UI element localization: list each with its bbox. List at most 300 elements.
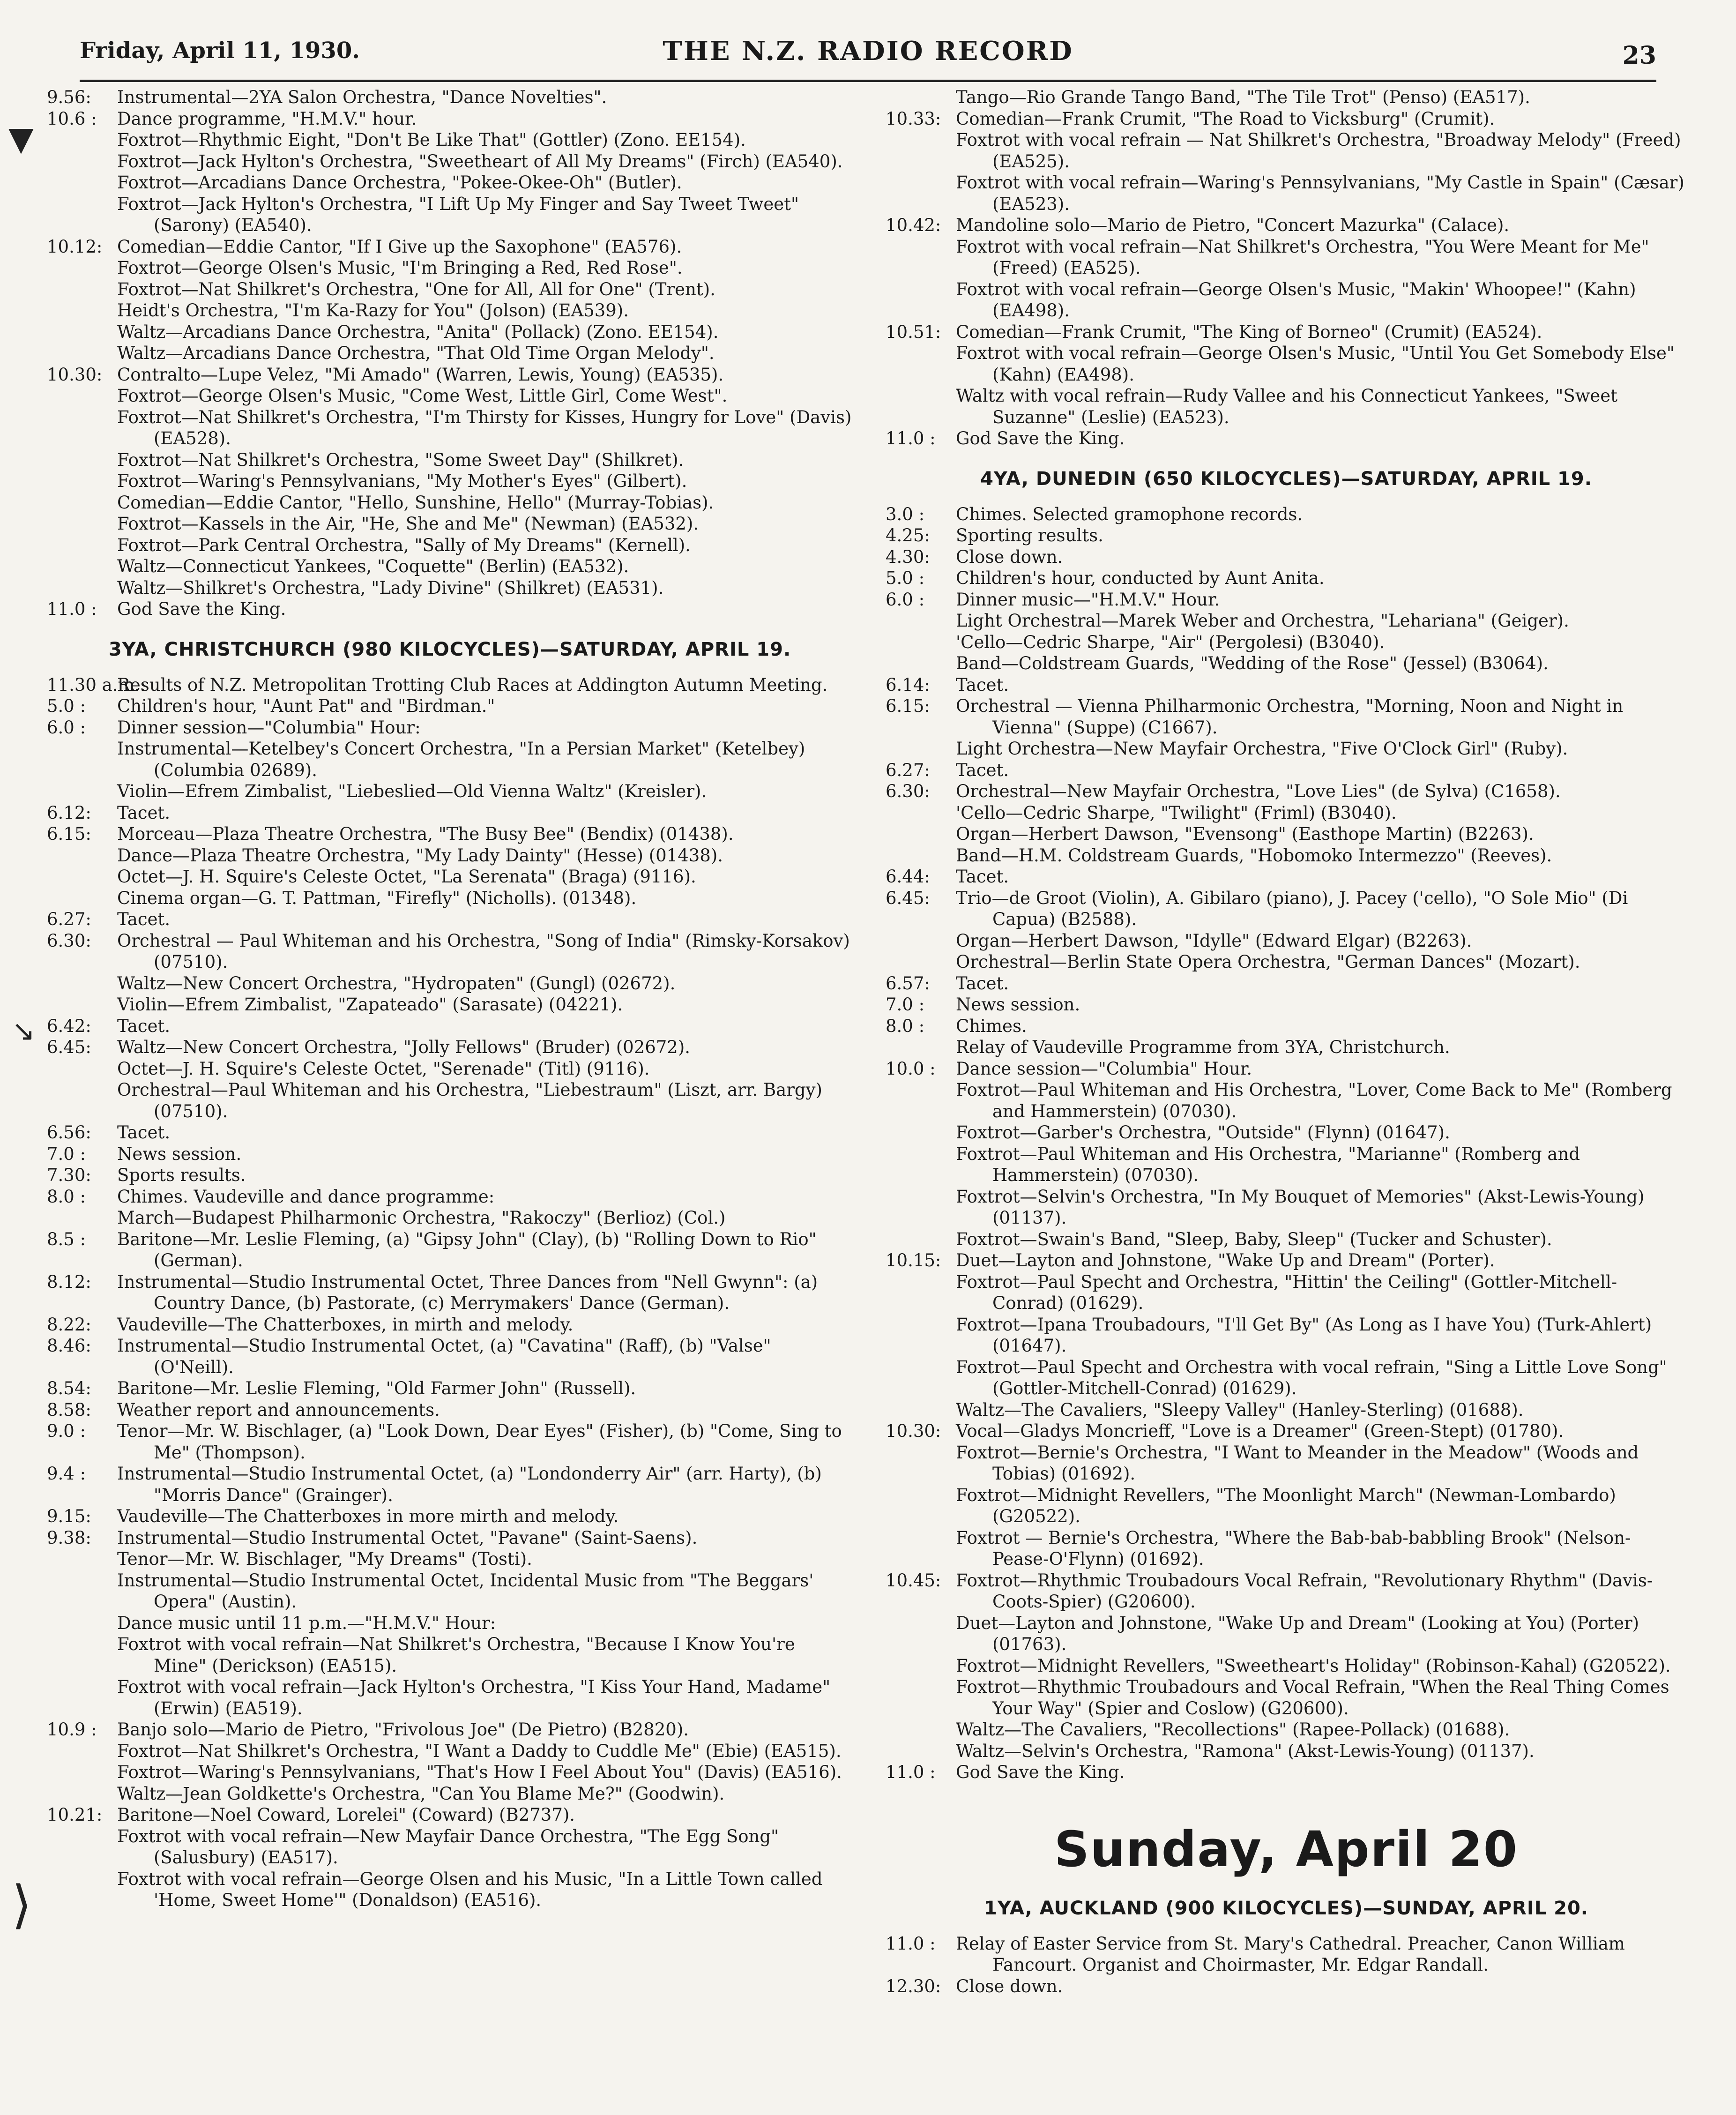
programme-entry [47, 1527, 853, 1719]
entry-items [117, 1314, 853, 1336]
entry-time: 11.0 : [886, 1762, 936, 1782]
entry-items [117, 598, 853, 620]
programme-item: Chimes. [956, 1016, 1027, 1036]
programme-item: Dance—Plaza Theatre Orchestra, "My Lady Dainty" (Hesse) (01438). [117, 845, 723, 866]
entry-time: 8.0 : [47, 1186, 86, 1207]
entry-items [956, 1570, 1687, 1762]
entry-items [956, 866, 1687, 888]
programme-item: God Save the King. [956, 428, 1125, 448]
programme-item: Orchestral—New Mayfair Orchestra, "Love Lies" (de Sylva) (C1658). [956, 781, 1561, 801]
programme-entry [47, 1165, 853, 1186]
programme-item: Foxtrot—Paul Whiteman and His Orchestra, "Lover, Come Back to Me" (Romberg and Hammerstein) (07030). [956, 1080, 1672, 1121]
entry-time: 6.0 : [886, 589, 925, 610]
programme-item: Tenor—Mr. W. Bischlager, "My Dreams" (Tosti). [117, 1549, 532, 1569]
programme-entry [47, 236, 853, 364]
entry-time: 11.0 : [47, 599, 97, 619]
programme-item: Foxtrot—Jack Hylton's Orchestra, "I Lift Up My Finger and Say Tweet Tweet" (Sarony) (EA540). [117, 194, 799, 235]
programme-item: Chimes. Vaudeville and dance programme: [117, 1186, 495, 1207]
entry-time: 10.45: [886, 1570, 941, 1591]
programme-entry [886, 108, 1687, 215]
programme-item: Waltz—Selvin's Orchestra, "Ramona" (Akst-Lewis-Young) (01137). [956, 1741, 1535, 1761]
programme-item: Waltz—New Concert Orchestra, "Jolly Fellows" (Bruder) (02672). [117, 1037, 691, 1057]
station-heading: 3YA, CHRISTCHURCH (980 KILOCYCLES)—SATURDAY, APRIL 19. [108, 638, 791, 660]
entry-time: 6.45: [47, 1037, 91, 1057]
entry-time: 10.21: [47, 1805, 103, 1825]
programme-item: Tacet. [956, 674, 1009, 695]
entry-items [956, 674, 1687, 696]
entry-time: 9.4 : [47, 1464, 86, 1484]
entry-items [117, 1143, 853, 1165]
programme-entry [886, 674, 1687, 696]
programme-entry [47, 1804, 853, 1911]
entry-time: 12.30: [886, 1976, 941, 1996]
entry-items [956, 1058, 1687, 1250]
programme-item: Foxtrot—Nat Shilkret's Orchestra, "I Want a Daddy to Cuddle Me" (Ebie) (EA515). [117, 1741, 842, 1761]
entry-time: 6.0 : [47, 717, 86, 738]
entry-time: 10.6 : [47, 108, 97, 129]
entry-items [956, 321, 1687, 428]
entry-items [117, 1463, 853, 1506]
entry-time: 4.25: [886, 525, 930, 546]
programme-entry [47, 108, 853, 236]
programme-entry [47, 1016, 853, 1037]
entry-items [956, 760, 1687, 781]
entry-items [956, 568, 1687, 589]
entry-items [117, 823, 853, 909]
programme-item: Duet—Layton and Johnstone, "Wake Up and Dream" (Looking at You) (Porter) (01763). [956, 1613, 1639, 1654]
programme-item: Foxtrot with vocal refrain—Nat Shilkret's Orchestra, "Because I Know You're Mine" (Derickson) (EA515). [117, 1634, 795, 1676]
entry-items [117, 1165, 853, 1186]
entry-items [117, 1186, 853, 1229]
entry-items [956, 1420, 1687, 1570]
programme-item: Sports results. [117, 1165, 246, 1185]
programme-item: Foxtrot—Selvin's Orchestra, "In My Bouquet of Memories" (Akst-Lewis-Young) (01137). [956, 1186, 1645, 1228]
entry-time: 3.0 : [886, 504, 925, 524]
entry-items [956, 1762, 1687, 1783]
entry-time: 6.42: [47, 1016, 91, 1036]
entry-items [117, 1016, 853, 1037]
entry-items [956, 1933, 1687, 1976]
entry-time: 6.12: [47, 802, 91, 823]
entry-items [117, 674, 853, 696]
entry-time: 6.15: [886, 696, 930, 716]
programme-entry [886, 760, 1687, 781]
programme-item: Foxtrot—Rhythmic Eight, "Don't Be Like That" (Gottler) (Zono. EE154). [117, 130, 746, 150]
programme-entry [886, 695, 1687, 760]
programme-item: Foxtrot—Rhythmic Troubadours Vocal Refrain, "Revolutionary Rhythm" (Davis-Coots-Spier) (G20600). [956, 1570, 1653, 1612]
programme-item: Orchestral — Paul Whiteman and his Orchestra, "Song of India" (Rimsky-Korsakov) (07510). [117, 930, 850, 972]
entry-items [956, 994, 1687, 1016]
programme-item: Octet—J. H. Squire's Celeste Octet, "Serenade" (Titl) (9116). [117, 1058, 650, 1079]
entry-items [117, 695, 853, 717]
entry-items [117, 1506, 853, 1527]
programme-item: Tacet. [956, 973, 1009, 994]
entry-time: 6.27: [47, 909, 91, 929]
entry-time: 8.5 : [47, 1229, 86, 1249]
programme-item: Instrumental—Ketelbey's Concert Orchestra, "In a Persian Market" (Ketelbey) (Columbia 02689). [117, 739, 805, 780]
programme-item: Orchestral—Berlin State Opera Orchestra, "German Dances" (Mozart). [956, 952, 1580, 972]
programme-item: Foxtrot—Waring's Pennsylvanians, "My Mother's Eyes" (Gilbert). [117, 471, 687, 491]
programme-item: Baritone—Mr. Leslie Fleming, (a) "Gipsy John" (Clay), (b) "Rolling Down to Rio" (German). [117, 1229, 817, 1270]
programme-entry [886, 866, 1687, 888]
programme-item: Baritone—Mr. Leslie Fleming, "Old Farmer John" (Russell). [117, 1378, 636, 1398]
programme-item: Waltz—Shilkret's Orchestra, "Lady Divine" (Shilkret) (EA531). [117, 577, 664, 598]
programme-entry [886, 1570, 1687, 1762]
programme-entry [886, 1250, 1687, 1420]
programme-item: Instrumental—Studio Instrumental Octet, (a) "Londonderry Air" (arr. Harty), (b) "Morris Dance" (Grainger). [117, 1464, 822, 1505]
programme-item: Dinner music—"H.M.V." Hour. [956, 589, 1220, 610]
programme-entry [886, 994, 1687, 1016]
programme-item: Foxtrot—Paul Specht and Orchestra, "Hittin' the Ceiling" (Gottler-Mitchell-Conrad) (01629). [956, 1271, 1617, 1313]
programme-entry [886, 215, 1687, 321]
programme-entry [886, 525, 1687, 546]
programme-entry [886, 428, 1687, 449]
entry-time: 11.30 a.m.: [47, 674, 146, 695]
programme-item: Contralto—Lupe Velez, "Mi Amado" (Warren, Lewis, Young) (EA535). [117, 364, 724, 385]
programme-item: Orchestral — Vienna Philharmonic Orchestra, "Morning, Noon and Night in Vienna" (Suppe) (C1667). [956, 696, 1624, 738]
entry-items [956, 1976, 1687, 1997]
issue-date: Friday, April 11, 1930. [80, 37, 360, 64]
programme-entry [47, 598, 853, 620]
entry-time [886, 87, 956, 108]
programme-item: Duet—Layton and Johnstone, "Wake Up and Dream" (Porter). [956, 1250, 1495, 1270]
programme-entry [886, 321, 1687, 428]
entry-items [956, 87, 1687, 108]
programme-item: Light Orchestra—New Mayfair Orchestra, "Five O'Clock Girl" (Ruby). [956, 739, 1568, 759]
entry-items [956, 215, 1687, 321]
entry-time: 4.30: [886, 546, 930, 567]
programme-entry [47, 1143, 853, 1165]
entry-time: 9.15: [47, 1506, 91, 1526]
entry-items [117, 802, 853, 824]
programme-item: Foxtrot—Nat Shilkret's Orchestra, "I'm Thirsty for Kisses, Hungry for Love" (Davis) (EA528). [117, 407, 852, 448]
station-heading: 1YA, AUCKLAND (900 KILOCYCLES)—SUNDAY, APRIL 20. [984, 1897, 1588, 1919]
programme-entry [886, 1762, 1687, 1783]
programme-item: Foxtrot—Arcadians Dance Orchestra, "Pokee-Okee-Oh" (Butler). [117, 172, 682, 193]
programme-item: Orchestral—Paul Whiteman and his Orchestra, "Liebestraum" (Liszt, arr. Bargy) (07510). [117, 1080, 822, 1121]
ink-mark-bracket: ⟩ [12, 1875, 32, 1935]
programme-item: Vaudeville—The Chatterboxes, in mirth and melody. [117, 1314, 574, 1335]
station-heading: 4YA, DUNEDIN (650 KILOCYCLES)—SATURDAY, APRIL 19. [980, 468, 1592, 490]
entry-items [117, 930, 853, 1016]
programme-item: Close down. [956, 546, 1063, 567]
programme-item: Foxtrot—Nat Shilkret's Orchestra, "Some Sweet Day" (Shilkret). [117, 449, 684, 470]
day-heading: Sunday, April 20 [1054, 1820, 1519, 1878]
programme-item: Octet—J. H. Squire's Celeste Octet, "La Serenata" (Braga) (9116). [117, 867, 696, 887]
entry-items [117, 909, 853, 930]
entry-items [117, 1399, 853, 1421]
programme-item: Foxtrot—George Olsen's Music, "I'm Bringing a Red, Red Rose". [117, 258, 683, 278]
programme-item: Tacet. [956, 760, 1009, 780]
programme-item: Vaudeville—The Chatterboxes in more mirth and melody. [117, 1506, 619, 1526]
entry-time: 9.56: [47, 87, 91, 107]
programme-item: Foxtrot—Midnight Revellers, "Sweetheart's Holiday" (Robinson-Kahal) (G20522). [956, 1655, 1671, 1676]
programme-entry [47, 1037, 853, 1122]
entry-items [956, 546, 1687, 568]
programme-item: Instrumental—Studio Instrumental Octet, Incidental Music from "The Beggars' Opera" (Austin). [117, 1570, 814, 1612]
programme-item: Waltz—The Cavaliers, "Sleepy Valley" (Hanley-Sterling) (01688). [956, 1399, 1524, 1420]
entry-time: 8.58: [47, 1399, 91, 1420]
programme-item: Foxtrot—Nat Shilkret's Orchestra, "One for All, All for One" (Trent). [117, 279, 715, 299]
programme-item: Foxtrot—Rhythmic Troubadours and Vocal Refrain, "When the Real Thing Comes Your Way" (Spier and Coslow) (G20600). [956, 1677, 1669, 1719]
entry-items [956, 504, 1687, 525]
programme-entry [47, 909, 853, 930]
entry-items [117, 1271, 853, 1314]
programme-item: Foxtrot with vocal refrain—Nat Shilkret's Orchestra, "You Were Meant for Me" (Freed) (EA525). [956, 236, 1649, 278]
programme-item: Tacet. [956, 867, 1009, 887]
programme-item: Foxtrot with vocal refrain—New Mayfair Dance Orchestra, "The Egg Song" (Salusbury) (EA517). [117, 1826, 779, 1868]
programme-item: Waltz—Connecticut Yankees, "Coquette" (Berlin) (EA532). [117, 556, 629, 576]
programme-item: Organ—Herbert Dawson, "Evensong" (Easthope Martin) (B2263). [956, 824, 1534, 844]
programme-item: Foxtrot with vocal refrain — Nat Shilkret's Orchestra, "Broadway Melody" (Freed) (EA525). [956, 130, 1681, 172]
programme-item: Foxtrot—Jack Hylton's Orchestra, "Sweetheart of All My Dreams" (Firch) (EA540). [117, 151, 843, 172]
programme-item: Foxtrot with vocal refrain—Jack Hylton's Orchestra, "I Kiss Your Hand, Madame" (Erwin) (EA519). [117, 1677, 831, 1719]
programme-entry [886, 589, 1687, 674]
entry-time: 7.30: [47, 1165, 91, 1185]
programme-item: Foxtrot with vocal refrain—George Olsen's Music, "Makin' Whoopee!" (Kahn) (EA498). [956, 279, 1636, 321]
entry-items [117, 1719, 853, 1804]
programme-item: Foxtrot—Swain's Band, "Sleep, Baby, Sleep" (Tucker and Schuster). [956, 1229, 1552, 1249]
programme-item: News session. [956, 994, 1080, 1015]
programme-item: Banjo solo—Mario de Pietro, "Frivolous Joe" (De Pietro) (B2820). [117, 1719, 689, 1740]
entry-time: 10.0 : [886, 1058, 936, 1079]
programme-item: Waltz—The Cavaliers, "Recollections" (Rapee-Pollack) (01688). [956, 1719, 1510, 1740]
entry-time: 10.42: [886, 215, 941, 235]
programme-item: Foxtrot—Paul Whiteman and His Orchestra, "Marianne" (Romberg and Hammerstein) (07030). [956, 1143, 1580, 1185]
programme-item: Violin—Efrem Zimbalist, "Zapateado" (Sarasate) (04221). [117, 994, 623, 1015]
entry-items [117, 1420, 853, 1463]
programme-entry [47, 1463, 853, 1506]
programme-entry [886, 546, 1687, 568]
programme-item: Sporting results. [956, 525, 1103, 546]
programme-item: Foxtrot—George Olsen's Music, "Come West, Little Girl, Come West". [117, 386, 728, 406]
programme-item: Dance programme, "H.M.V." hour. [117, 108, 417, 129]
programme-item: Foxtrot with vocal refrain—George Olsen and his Music, "In a Little Town called 'Home, Sweet Home'" (Donaldson) (EA516). [117, 1868, 823, 1910]
programme-item: Dance session—"Columbia" Hour. [956, 1058, 1252, 1079]
programme-item: God Save the King. [117, 599, 286, 619]
entry-time: 6.30: [886, 781, 930, 801]
programme-entry [47, 717, 853, 802]
programme-item: Organ—Herbert Dawson, "Idylle" (Edward Elgar) (B2263). [956, 930, 1472, 951]
programme-item: Baritone—Noel Coward, Lorelei" (Coward) (B2737). [117, 1805, 575, 1825]
programme-item: Instrumental—Studio Instrumental Octet, "Pavane" (Saint-Saens). [117, 1527, 698, 1548]
programme-item: March—Budapest Philharmonic Orchestra, "Rakoczy" (Berlioz) (Col.) [117, 1208, 726, 1228]
programme-item: Tacet. [117, 802, 171, 823]
entry-items [956, 589, 1687, 674]
programme-item: Morceau—Plaza Theatre Orchestra, "The Busy Bee" (Bendix) (01438). [117, 824, 734, 844]
programme-item: Instrumental—Studio Instrumental Octet, (a) "Cavatina" (Raff), (b) "Valse" (O'Neill). [117, 1336, 771, 1377]
programme-entry [47, 87, 853, 108]
programme-item: Instrumental—Studio Instrumental Octet, Three Dances from "Nell Gwynn": (a) Country Dance, (b) Pastorate, (c) Merrymakers' Dance (German). [117, 1271, 818, 1313]
programme-entry [886, 568, 1687, 589]
programme-entry [47, 1420, 853, 1463]
entry-time: 10.33: [886, 108, 941, 129]
entry-time: 10.30: [47, 364, 103, 385]
programme-entry [47, 823, 853, 909]
programme-item: Vocal—Gladys Moncrieff, "Love is a Dreamer" (Green-Stept) (01780). [956, 1421, 1564, 1441]
entry-time: 6.27: [886, 760, 930, 780]
programme-item: Heidt's Orchestra, "I'm Ka-Razy for You" (Jolson) (EA539). [117, 300, 629, 321]
entry-items [117, 364, 853, 599]
programme-entry [47, 695, 853, 717]
programme-item: Violin—Efrem Zimbalist, "Liebeslied—Old Vienna Waltz" (Kreisler). [117, 781, 707, 801]
programme-entry [886, 1933, 1687, 1976]
programme-item: Waltz—Arcadians Dance Orchestra, "Anita" (Pollack) (Zono. EE154). [117, 321, 719, 342]
programme-item: Waltz—Arcadians Dance Orchestra, "That Old Time Organ Melody". [117, 343, 715, 363]
programme-entry [47, 674, 853, 696]
entry-time: 11.0 : [886, 1933, 936, 1954]
programme-item: Tenor—Mr. W. Bischlager, (a) "Look Down, Dear Eyes" (Fisher), (b) "Come, Sing to Me" (Thompson). [117, 1421, 842, 1463]
programme-entry [47, 930, 853, 1016]
programme-item: Foxtrot—Paul Specht and Orchestra with vocal refrain, "Sing a Little Love Song" (Gottler-Mitchell-Conrad) (01629). [956, 1357, 1667, 1398]
entry-time: 6.30: [47, 930, 91, 951]
right-column [886, 87, 1687, 1997]
programme-item: Band—H.M. Coldstream Guards, "Hobomoko Intermezzo" (Reeves). [956, 845, 1552, 866]
programme-item: Relay of Vaudeville Programme from 3YA, Christchurch. [956, 1037, 1450, 1057]
programme-item: News session. [117, 1143, 242, 1164]
entry-time: 8.54: [47, 1378, 91, 1398]
programme-entry [47, 1399, 853, 1421]
programme-item: Tacet. [117, 1122, 171, 1143]
programme-item: Foxtrot — Bernie's Orchestra, "Where the Bab-bab-babbling Brook" (Nelson-Pease-O'Flynn) (01692). [956, 1527, 1631, 1569]
entry-time: 9.0 : [47, 1421, 86, 1441]
entry-items [117, 108, 853, 236]
programme-entry [47, 1122, 853, 1143]
programme-entry [47, 1378, 853, 1399]
entry-items [956, 1016, 1687, 1058]
ink-mark-arrow: ▼ [8, 120, 34, 158]
programme-item: Children's hour, conducted by Aunt Anita. [956, 568, 1325, 588]
programme-item: Cinema organ—G. T. Pattman, "Firefly" (Nicholls). (01348). [117, 888, 637, 908]
entry-time: 8.0 : [886, 1016, 925, 1036]
programme-item: Band—Coldstream Guards, "Wedding of the Rose" (Jessel) (B3064). [956, 653, 1549, 673]
entry-items [956, 1250, 1687, 1420]
programme-entry [47, 1271, 853, 1314]
programme-item: Foxtrot with vocal refrain—George Olsen's Music, "Until You Get Somebody Else" (Kahn) (EA498). [956, 343, 1675, 385]
programme-item: Children's hour, "Aunt Pat" and "Birdman." [117, 696, 495, 716]
programme-item: Foxtrot—Ipana Troubadours, "I'll Get By" (As Long as I have You) (Turk-Ahlert) (01647). [956, 1314, 1652, 1356]
entry-items [956, 108, 1687, 215]
programme-item: Waltz—Jean Goldkette's Orchestra, "Can You Blame Me?" (Goodwin). [117, 1783, 725, 1804]
programme-item: Tango—Rio Grande Tango Band, "The Tile Trot" (Penso) (EA517). [956, 87, 1530, 107]
programme-item: Close down. [956, 1976, 1063, 1996]
entry-time: 6.14: [886, 674, 930, 695]
entry-time: 10.51: [886, 321, 941, 342]
programme-item: Chimes. Selected gramophone records. [956, 504, 1303, 524]
entry-items [117, 1378, 853, 1399]
entry-time: 10.9 : [47, 1719, 97, 1740]
programme-item: Mandoline solo—Mario de Pietro, "Concert Mazurka" (Calace). [956, 215, 1510, 235]
entry-time: 6.57: [886, 973, 930, 994]
programme-item: Comedian—Eddie Cantor, "If I Give up the Saxophone" (EA576). [117, 236, 682, 257]
programme-item: Comedian—Frank Crumit, "The Road to Vicksburg" (Crumit). [956, 108, 1495, 129]
entry-items [117, 717, 853, 802]
entry-items [117, 1804, 853, 1911]
entry-time: 6.44: [886, 867, 930, 887]
programme-entry [47, 1335, 853, 1378]
entry-time: 7.0 : [47, 1143, 86, 1164]
programme-entry [47, 364, 853, 599]
left-column [47, 87, 853, 1911]
programme-item: Foxtrot with vocal refrain—Waring's Pennsylvanians, "My Castle in Spain" (Cæsar) (EA523). [956, 172, 1684, 214]
programme-item: Light Orchestral—Marek Weber and Orchestra, "Lehariana" (Geiger). [956, 611, 1569, 631]
programme-item: Results of N.Z. Metropolitan Trotting Club Races at Addington Autumn Meeting. [117, 674, 828, 695]
programme-entry [886, 1976, 1687, 1997]
entry-items [956, 525, 1687, 546]
entry-time: 8.46: [47, 1336, 91, 1356]
programme-item: Foxtrot—Waring's Pennsylvanians, "That's How I Feel About You" (Davis) (EA516). [117, 1762, 842, 1782]
page-header [80, 33, 1656, 82]
entry-time: 6.45: [886, 888, 930, 908]
entry-time: 7.0 : [886, 994, 925, 1015]
programme-item: Comedian—Frank Crumit, "The King of Borneo" (Crumit) (EA524). [956, 321, 1542, 342]
programme-item: Foxtrot—Garber's Orchestra, "Outside" (Flynn) (01647). [956, 1122, 1450, 1143]
programme-entry [886, 888, 1687, 973]
programme-entry [47, 1229, 853, 1271]
entry-items [117, 1527, 853, 1719]
entry-time: 8.22: [47, 1314, 91, 1335]
programme-item: Relay of Easter Service from St. Mary's Cathedral. Preacher, Canon William Fancourt. Organist and Choirmaster, Mr. Edgar Randall. [956, 1933, 1625, 1975]
entry-time: 5.0 : [47, 696, 86, 716]
programme-item: Waltz—New Concert Orchestra, "Hydropaten" (Gungl) (02672). [117, 973, 676, 994]
entry-items [956, 428, 1687, 449]
programme-entry [886, 87, 1687, 108]
programme-item: Waltz with vocal refrain—Rudy Vallee and his Connecticut Yankees, "Sweet Suzanne" (Leslie) (EA523). [956, 386, 1618, 427]
entry-items [956, 781, 1687, 866]
entry-time: 9.38: [47, 1527, 91, 1548]
programme-item: 'Cello—Cedric Sharpe, "Twilight" (Friml) (B3040). [956, 802, 1397, 823]
programme-item: God Save the King. [956, 1762, 1125, 1782]
programme-entry [47, 802, 853, 824]
entry-items [117, 1335, 853, 1378]
entry-items [956, 973, 1687, 994]
programme-item: Tacet. [117, 1016, 171, 1036]
programme-item: Instrumental—2YA Salon Orchestra, "Dance Novelties". [117, 87, 607, 107]
programme-entry [886, 504, 1687, 525]
programme-entry [886, 973, 1687, 994]
programme-item: Foxtrot—Midnight Revellers, "The Moonlight March" (Newman-Lombardo) (G20522). [956, 1485, 1616, 1526]
programme-entry [47, 1719, 853, 1804]
entry-time: 11.0 : [886, 428, 936, 448]
entry-items [956, 888, 1687, 973]
entry-time: 10.30: [886, 1421, 941, 1441]
programme-item: Dance music until 11 p.m.—"H.M.V." Hour: [117, 1613, 496, 1633]
programme-item: Foxtrot—Bernie's Orchestra, "I Want to Meander in the Meadow" (Woods and Tobias) (01692). [956, 1442, 1639, 1484]
programme-entry [47, 1506, 853, 1527]
entry-items [117, 1122, 853, 1143]
entry-items [117, 236, 853, 364]
programme-entry [886, 781, 1687, 866]
entry-time: 6.15: [47, 824, 91, 844]
ink-mark-tick: ↘ [12, 1015, 36, 1047]
entry-time: 6.56: [47, 1122, 91, 1143]
entry-time: 10.15: [886, 1250, 941, 1270]
programme-item: Trio—de Groot (Violin), A. Gibilaro (piano), J. Pacey ('cello), "O Sole Mio" (Di Capua) (B2588). [956, 888, 1628, 929]
programme-item: Weather report and announcements. [117, 1399, 440, 1420]
programme-entry [886, 1016, 1687, 1058]
programme-entry [886, 1420, 1687, 1570]
entry-time: 8.12: [47, 1271, 91, 1292]
programme-item: Foxtrot—Park Central Orchestra, "Sally of My Dreams" (Kernell). [117, 535, 691, 555]
entry-time: 10.12: [47, 236, 103, 257]
programme-item: Foxtrot—Kassels in the Air, "He, She and Me" (Newman) (EA532). [117, 514, 699, 534]
programme-item: 'Cello—Cedric Sharpe, "Air" (Pergolesi) (B3040). [956, 632, 1385, 652]
entry-items [117, 1037, 853, 1122]
programme-entry [47, 1314, 853, 1336]
entry-time: 5.0 : [886, 568, 925, 588]
programme-item: Comedian—Eddie Cantor, "Hello, Sunshine, Hello" (Murray-Tobias). [117, 492, 714, 513]
page-number: 23 [1622, 41, 1656, 70]
